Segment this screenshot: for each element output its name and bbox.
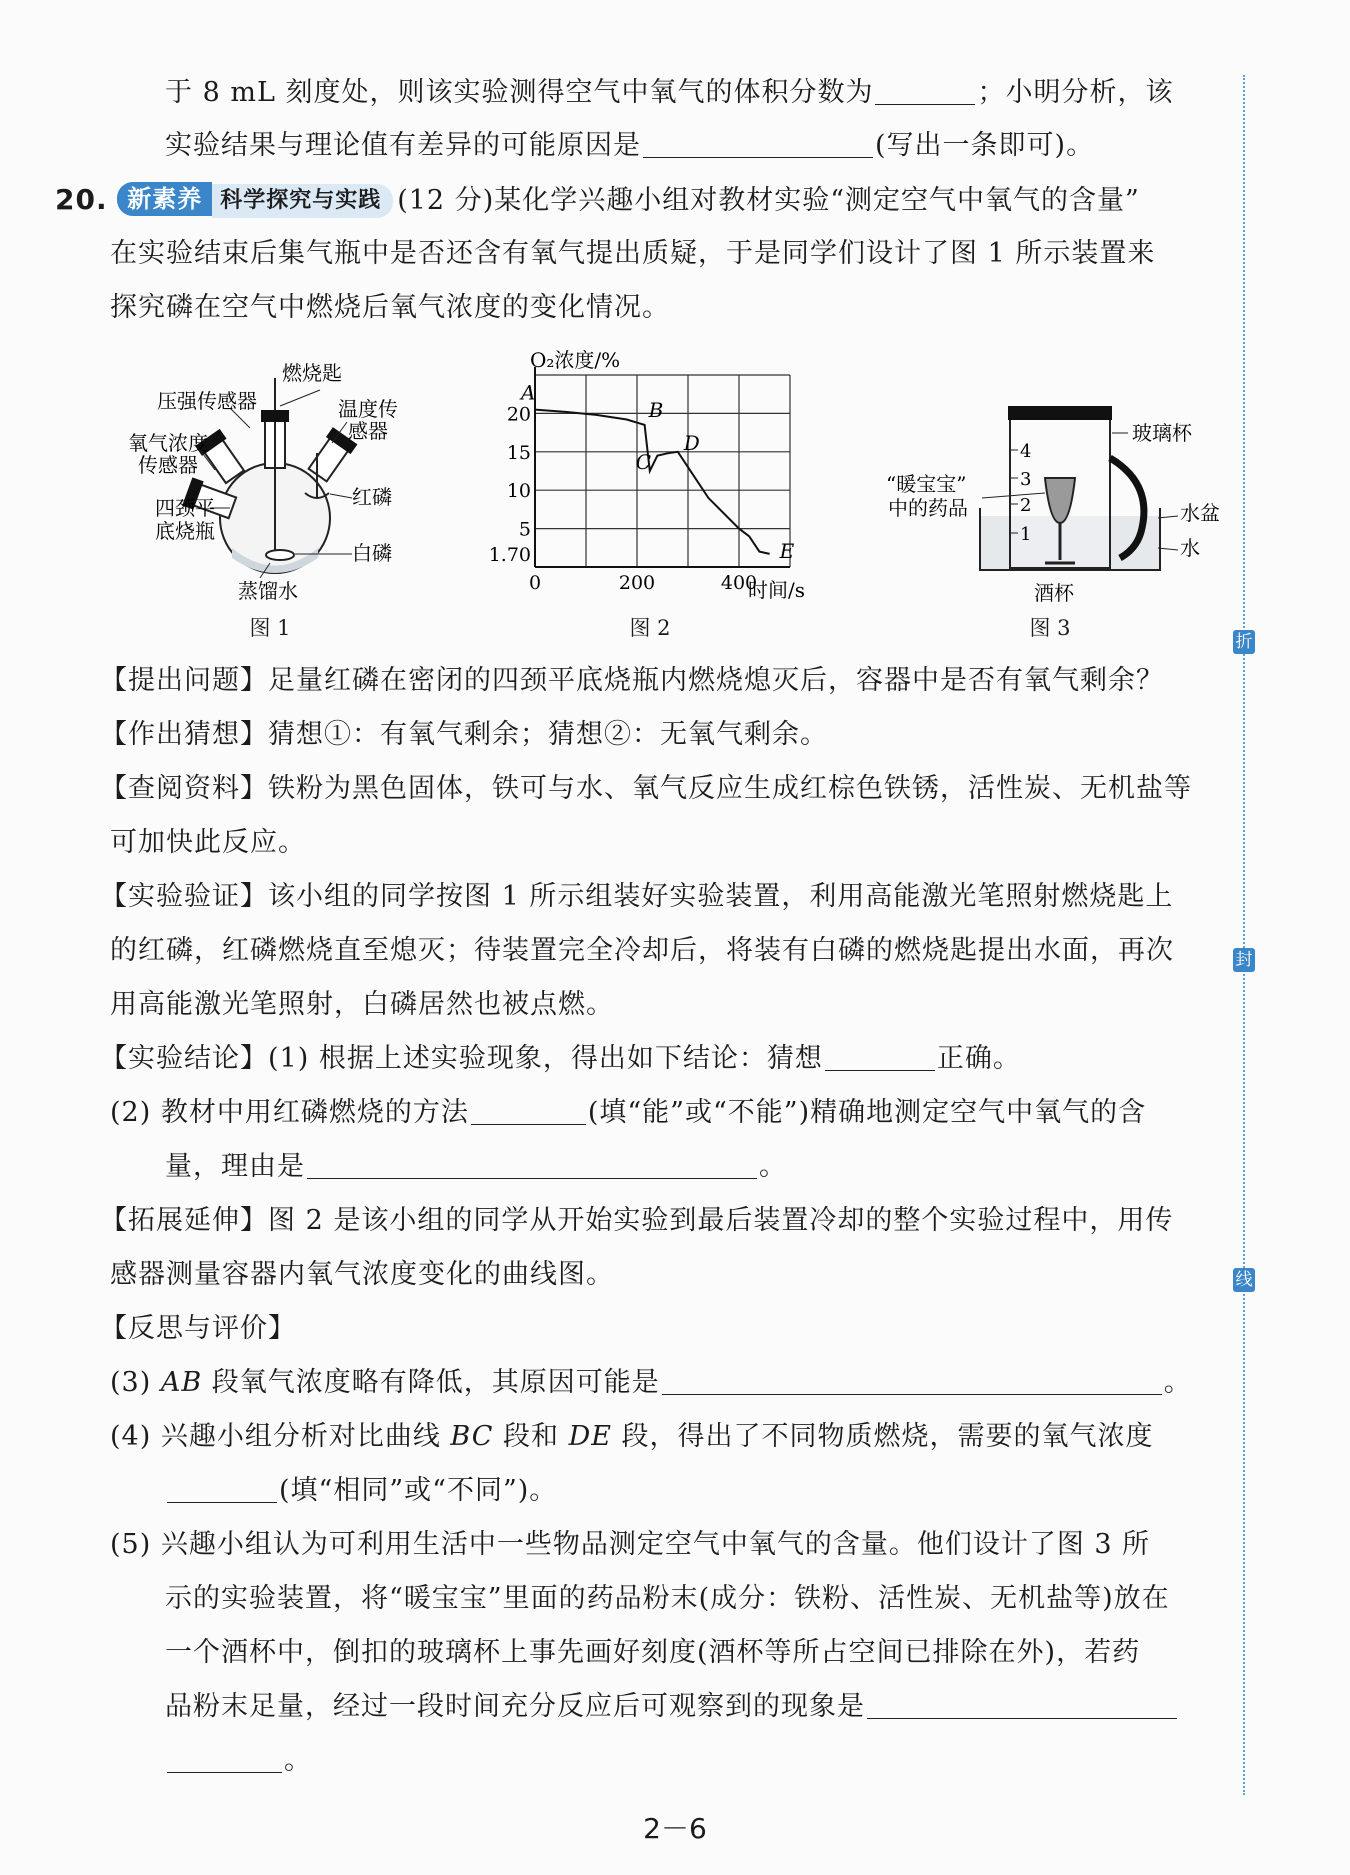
label-temp-sensor-1: 温度传 [338,397,398,421]
text-line-2 [165,128,1094,164]
stopper [261,410,289,422]
question-5-line5 [165,1743,312,1779]
section-text: 铁粉为黑色固体，铁可与水、氧气反应生成红棕色铁锈，活性炭、无机盐等 [268,773,1192,804]
section-head: 【拓展延伸】 [100,1205,268,1236]
chart-point-label: A [521,380,536,405]
section-text-post: 正确。 [936,1043,1021,1074]
q4-segment-bc: BC [450,1421,494,1452]
badge-new-literacy: 新素养 [117,182,212,216]
chart-series-line [535,410,770,554]
label-wine-glass: 酒杯 [1034,581,1074,605]
q20-line1: (12 分)某化学兴趣小组对教材实验“测定空气中氧气的含量” [397,185,1140,216]
line1-pre: 于 8 mL 刻度处，则该实验测得空气中氧气的体积分数为 [165,77,874,108]
label-flask-1: 四颈平 [155,496,215,520]
chart-x-tick-label: 200 [618,572,656,594]
section-verify-line2: 的红磷，红磷燃烧直至熄灭；待装置完全冷却后，将装有白磷的燃烧匙提出水面，再次 [110,935,1174,966]
label-o2-sensor-2: 传感器 [138,453,198,477]
label-water: 水 [1180,536,1200,560]
question-20-header [55,182,1140,219]
q2-post: (填“能”或“不能”)精确地测定空气中氧气的含 [587,1097,1147,1128]
q20-line2: 在实验结束后集气瓶中是否还含有氧气提出质疑，于是同学们设计了图 1 所示装置来 [110,238,1156,269]
label-glass-cup: 玻璃杯 [1132,421,1192,445]
scale-3: 3 [1020,469,1032,490]
section-text: 足量红磷在密闭的四颈平底烧瓶内燃烧熄灭后，容器中是否有氧气剩余？ [268,665,1164,696]
figure-2-chart [480,345,820,610]
q4-segment-de: DE [568,1421,612,1452]
chart-point-label: D [683,430,700,455]
answer-blank[interactable] [167,1744,282,1773]
label-red-phosphorus: 红磷 [352,485,392,509]
page-number: 2－6 [643,1812,707,1845]
figure-2-caption: 图 2 [629,616,671,640]
section-extension [100,1203,1173,1239]
section-info-line2: 可加快此反应。 [110,827,306,858]
question-number: 20. [55,183,108,216]
chart-x-axis-label: 时间/s [748,578,806,602]
section-verify-line3: 用高能激光笔照射，白磷居然也被点燃。 [110,989,614,1020]
question-4 [110,1419,1154,1455]
chart-point-labels [519,381,795,563]
text-line-1 [165,75,1173,111]
section-verify [100,879,1173,915]
section-head: 【提出问题】 [100,665,268,696]
figure-3-caption: 图 3 [1029,616,1071,640]
chart-point-label: C [635,450,652,474]
label-pressure-sensor: 压强传感器 [157,389,257,413]
q2-pre: (2) 教材中用红磷燃烧的方法 [110,1097,469,1128]
chart-point-label: E [779,538,795,563]
q2-line2-pre: 量，理由是 [165,1151,305,1182]
section-text: (1) 根据上述实验现象，得出如下结论：猜想 [268,1043,823,1074]
line2-post: (写出一条即可)。 [875,130,1095,161]
label-flask-2: 底烧瓶 [155,519,215,543]
answer-blank[interactable] [167,1474,277,1503]
q20-line3: 探究磷在空气中燃烧后氧气浓度的变化情况。 [110,292,670,323]
figure-1-caption: 图 1 [249,616,291,640]
label-basin: 水盆 [1180,501,1220,525]
scale-4: 4 [1020,441,1032,462]
chart-y-tick-label: 1.70 [488,543,531,566]
binding-dotted-line [1243,75,1245,1795]
chart-x-tick-label: 400 [720,572,758,594]
q5-line4-text: 品粉末足量，经过一段时间充分反应后可观察到的现象是 [165,1691,865,1722]
answer-blank[interactable] [307,1150,757,1179]
question-2-line2 [165,1149,787,1185]
label-o2-sensor-1: 氧气浓度 [128,431,208,455]
section-extension-line2: 感器测量容器内氧气浓度变化的曲线图。 [110,1259,614,1290]
label-temp-sensor-2: 感器 [348,419,388,443]
answer-blank[interactable] [471,1096,586,1125]
section-head: 【查阅资料】 [100,773,268,804]
side-mark-line: 线 [1233,1268,1255,1292]
figure-3-apparatus [880,398,1230,613]
label-white-phosphorus: 白磷 [352,541,392,565]
line1-post: ；小明分析，该 [977,77,1174,108]
section-reflect: 【反思与评价】 [100,1313,296,1344]
q3-pre: (3) [110,1367,161,1398]
question-3 [110,1365,1192,1401]
chart-series [535,410,770,554]
answer-blank[interactable] [867,1690,1177,1719]
scale-2: 2 [1020,495,1032,516]
section-head: 【实验结论】 [100,1043,268,1074]
section-conclusion [100,1041,1021,1077]
section-text: 图 2 是该小组的同学从开始实验到最后装置冷却的整个实验过程中，用传 [268,1205,1174,1236]
q4-line2-post: (填“相同”或“不同”)。 [279,1475,558,1506]
chart-y-tick-label: 15 [506,441,531,464]
scale-1: 1 [1020,524,1032,545]
figure-1-apparatus [120,358,440,608]
label-warm-pack-1: “暖宝宝” [886,472,967,496]
answer-blank[interactable] [875,76,975,105]
label-warm-pack-2: 中的药品 [888,496,968,520]
label-distilled-water: 蒸馏水 [238,579,298,603]
chart-tick-labels [489,403,757,594]
side-mark-fold: 折 [1233,630,1255,654]
question-5-line1: (5) 兴趣小组认为可利用生活中一些物品测定空气中氧气的含量。他们设计了图 3 所 [110,1529,1151,1560]
q4-mid: 段和 [493,1421,569,1452]
question-5-line4 [165,1689,1179,1725]
chart-point-label: B [648,397,664,422]
line2-pre: 实验结果与理论值有差异的可能原因是 [165,130,641,161]
q4-post: 段，得出了不同物质燃烧，需要的氧气浓度 [611,1421,1154,1452]
section-head: 【实验验证】 [100,881,268,912]
q3-post: 。 [1163,1367,1192,1398]
chart-y-axis-label: O₂浓度/% [530,348,621,372]
answer-blank[interactable] [662,1366,1162,1395]
q3-mid: 段氧气浓度略有降低，其原因可能是 [202,1367,660,1398]
q2-line2-post: 。 [759,1151,787,1182]
question-4-line2 [165,1473,557,1509]
label-spoon: 燃烧匙 [282,361,342,385]
chart-x-tick-label: 0 [528,572,542,594]
badge-science-practice: 科学探究与实践 [212,184,393,218]
section-info [100,771,1192,807]
question-5-line2: 示的实验装置，将“暖宝宝”里面的药品粉末(成分：铁粉、活性炭、无机盐等)放在 [165,1583,1170,1614]
q3-segment-ab: AB [160,1367,203,1398]
chart-y-tick-label: 5 [518,518,531,541]
chart-y-tick-label: 10 [506,480,531,503]
section-text: 该小组的同学按图 1 所示组装好实验装置，利用高能激光笔照射燃烧匙上 [268,881,1174,912]
section-question [100,663,1164,699]
q5-line5-post: 。 [284,1745,312,1776]
q4-pre: (4) 兴趣小组分析对比曲线 [110,1421,451,1452]
side-mark-seal: 封 [1233,948,1255,972]
section-head: 【作出猜想】 [100,719,268,750]
answer-blank[interactable] [825,1042,935,1071]
section-guess [100,717,828,753]
section-text: 猜想①：有氧气剩余；猜想②：无氧气剩余。 [268,719,828,750]
question-2 [110,1095,1146,1131]
chart-y-tick-label: 20 [506,403,531,426]
question-5-line3: 一个酒杯中，倒扣的玻璃杯上事先画好刻度(酒杯等所占空间已排除在外)，若药 [165,1637,1141,1668]
answer-blank[interactable] [643,129,873,158]
